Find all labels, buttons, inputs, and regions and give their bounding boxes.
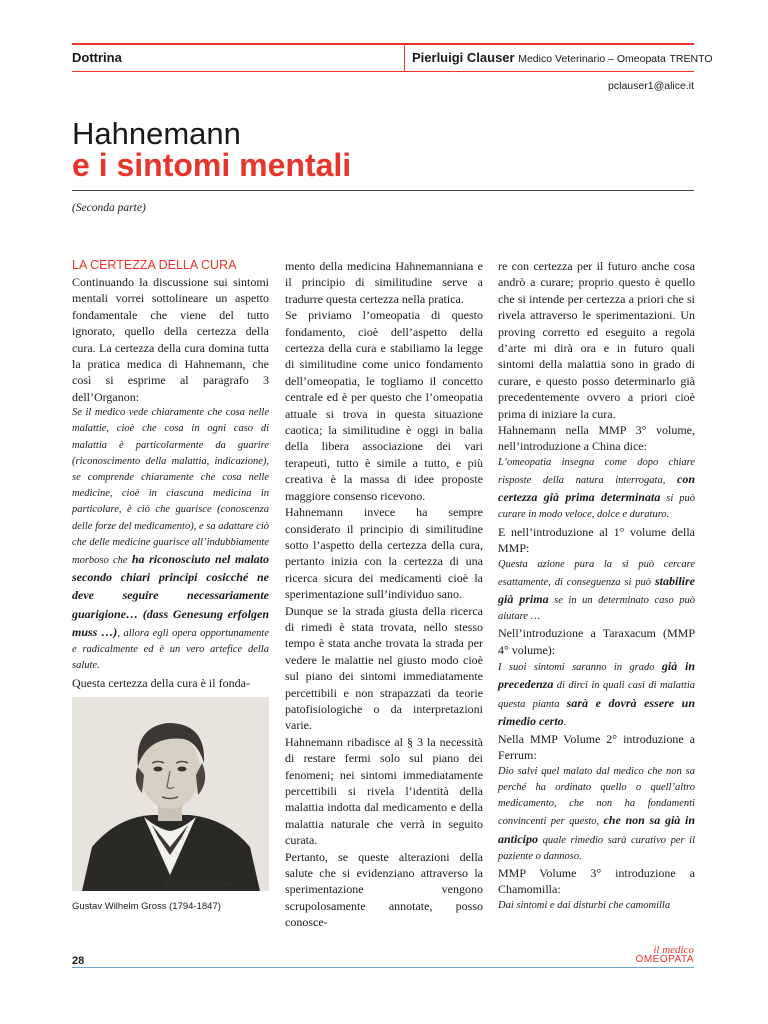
paragraph: Dunque se la strada giusta della ricerca di rimedi è stata trovata, nello stesso tempo è stata anche trovata la strada per vedere le malattie nel giusto modo cioè sul piano dei sintomi immediatamente percettibili e non strapazzati da teorie patofisiologiche o da interpretazioni varie. <box>285 603 483 733</box>
paragraph: Hahnemann ribadisce al § 3 la necessità di restare fermi solo sul piano dei fenomeni; nei sintomi immediatamente percettibili si rivela l’identità della malattia indotta dal medicamento e della malattia naturale che verrà in seguito curata. <box>285 734 483 848</box>
quote-chamomilla: Dai sintomi e dai disturbi che camomilla <box>498 899 671 911</box>
paragraph: Nella MMP Volume 2° introduzione a Ferrum: <box>498 731 695 763</box>
portrait-caption: Gustav Wilhelm Gross (1794-1847) <box>72 901 221 912</box>
column-1 <box>72 258 269 691</box>
header-bottom-rule <box>72 71 694 72</box>
logo-line1: il medico <box>653 944 694 956</box>
paragraph: Hahnemann nella MMP 3° volume, nell’introduzione a China dice: <box>498 423 695 454</box>
portrait-engraving <box>72 697 269 891</box>
quote-ferrum: Dio salvi quel malato dal medico che non sa perché ha ordinato quello o quell’altro medicamento, che non ha fondamenti convincenti per questo, che non sa già in anticipo quale rimedio sarà curativo per il paziente o dannoso. <box>498 765 695 862</box>
page-number: 28 <box>72 955 85 967</box>
article-subtitle: (Seconda parte) <box>72 202 146 214</box>
paragraph: Hahnemann invece ha sempre considerato il principio di similitudine sotto l’aspetto della certezza della cura, pertanto inizia con la certezza di una ricerca sicura dei medicamenti cioè la sperimentazione sull’individuo sano. <box>285 505 483 602</box>
quote-emphasis: ha riconosciuto nel malato secondo chiari principi cosicché ne deve seguire necessariamente guarigione… (dass Genesung erfolgen muss …) <box>72 552 270 639</box>
paragraph: Questa certezza della cura è il fonda- <box>72 675 250 690</box>
logo-line2: OMEOPATA <box>635 954 694 965</box>
paragraph: Se priviamo l’omeopatia di questo fondamento, cioè dell’aspetto della certezza della cura e stabiliamo la legge di similitudine come unico fondamento dell’omeopatia, le togliamo il concetto centrale ed è per questo che l’omeopatia attuale si trova in questa situazione caotica; la similitudine è oggi in balia della libera associazione dei vari terapeuti, tutto è simile a tutto, e più creativa è la massa di idee proposte maggiore consenso ricevono. <box>285 308 483 503</box>
column-2 <box>285 258 483 931</box>
paragraph: Nell’introduzione a Taraxacum (MMP 4° volume): <box>498 626 695 657</box>
section-label: Dottrina <box>72 50 122 65</box>
author-block <box>412 50 713 65</box>
footer-rule <box>72 967 694 968</box>
section-heading: LA CERTEZZA DELLA CURA <box>72 258 237 272</box>
journal-logo <box>636 945 694 965</box>
quote-mmp1: Questa azione pura la si può cercare esattamente, di conseguenza si può stabilire già prima se in un determinato caso può aiutare … <box>498 558 696 623</box>
paragraph: MMP Volume 3° introduzione a Chamomilla: <box>498 865 695 897</box>
title-rule <box>72 190 694 191</box>
header-top-rule <box>72 43 694 45</box>
article-title-line2: e i sintomi mentali <box>72 147 352 183</box>
author-role: Medico Veterinario – Omeopata <box>518 53 666 65</box>
article-title-line1: Hahnemann <box>72 116 241 151</box>
portrait-image <box>72 697 269 891</box>
header-divider <box>404 45 405 71</box>
author-name: Pierluigi Clauser <box>412 50 515 65</box>
portrait-signature: DR. GUSTAV W. Gross <box>164 881 232 888</box>
paragraph: mento della medicina Hahnemanniana e il principio di similitudine serve a tradurre questa certezza nella pratica. <box>285 259 483 306</box>
author-email[interactable]: pclauser1@alice.it <box>608 80 694 92</box>
column-3 <box>498 258 695 914</box>
paragraph: Pertanto, se queste alterazioni della salute che si evidenziano attraverso la sperimentazione vengono scrupolosamente annotate, posso conosce- <box>285 849 483 930</box>
quote-organon: Se il medico vede chiaramente che cosa nelle malattie, cioè che cosa in ogni caso di malattia è particolarmente da guarire (riconoscimento della malattia, indicazione), se comprende chiaramente che cosa nelle medicine, cioè in ciascuna medicina in particolare, è ciò che guarisce (conoscenza delle forze del medicamento), e sa adattare ciò che delle medicine guarisce all’indubbiamente morboso che ha riconosciuto nel malato secondo chiari principi cosicché ne deve seguire necessariamente guarigione… (dass Genesung erfolgen muss …), allora egli opera opportunamente e radicalmente ed è un vero artefice della salute. <box>72 407 270 672</box>
author-city: TRENTO <box>669 53 713 65</box>
quote-taraxacum: I suoi sintomi saranno in grado già in precedenza di dirci in quali casi di malattia questa pianta sarà e dovrà essere un rimedio certo. <box>498 659 696 728</box>
paragraph: Continuando la discussione sui sintomi mentali vorrei sottolineare un aspetto fondamentale che viene del tutto ignorato, quello della certezza della cura. La certezza della cura domina tutta la pratica medica di Hahnemann, che così si esprime al paragrafo 3 dell’Organon: <box>72 275 269 404</box>
paragraph: re con certezza per il futuro anche cosa andrò a curare; proprio questo è quello che si intende per certezza a priori che si rivela attraverso le sperimentazioni. Un proving corretto ed eseguito a regola d’arte mi dirà ora e in futuro quali sintomi della malattia sono in grado di curare, e questo posso determinarlo già precedentemente ovvero a priori cioè prima di iniziare la cura. <box>498 259 695 421</box>
quote-china: L’omeopatia insegna come dopo chiare risposte della natura interrogata, con certezza già prima determinata si può curare in modo veloce, dolce e duraturo. <box>498 456 695 521</box>
paragraph: E nell’introduzione al 1° volume della MMP: <box>498 524 695 556</box>
